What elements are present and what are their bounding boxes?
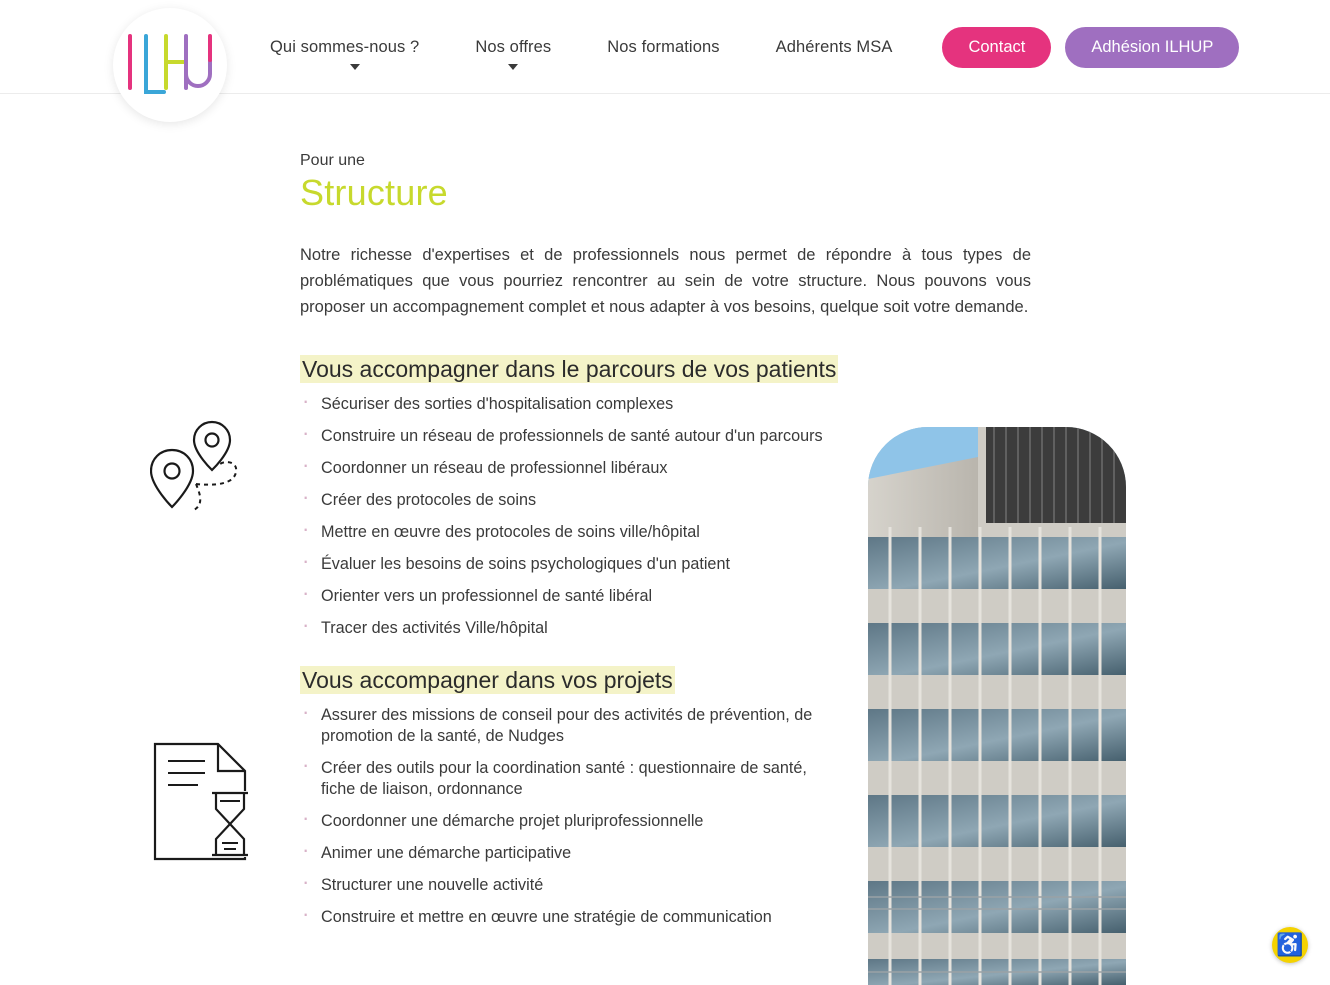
nav-item-qui-sommes-nous[interactable] xyxy=(262,38,447,57)
bullet-list-parcours xyxy=(300,394,845,639)
list-item: · Coordonner un réseau de professionnel libéraux xyxy=(300,458,845,479)
list-item: · Sécuriser des sorties d'hospitalisation complexes xyxy=(300,394,845,415)
list-item: · Mettre en œuvre des protocoles de soins ville/hôpital xyxy=(300,522,845,543)
page-title: Structure xyxy=(300,172,448,213)
list-item: · Créer des protocoles de soins xyxy=(300,490,845,511)
list-item: · Tracer des activités Ville/hôpital xyxy=(300,618,845,639)
ilhup-logo-icon xyxy=(122,30,218,100)
list-item: · Coordonner une démarche projet pluriprofessionnelle xyxy=(300,811,845,832)
bullet-list-projets xyxy=(300,705,845,928)
section-heading-parcours xyxy=(300,354,1040,384)
list-item: · Assurer des missions de conseil pour des activités de prévention, de promotion de la santé, de Nudges xyxy=(300,705,845,747)
page-eyebrow: Pour une xyxy=(300,152,365,169)
nav-item-label: Nos offres xyxy=(475,37,552,56)
section-heading-text: Vous accompagner dans vos projets xyxy=(302,667,673,693)
section-heading-text: Vous accompagner dans le parcours de vos patients xyxy=(302,356,837,382)
nav-item-label: Qui sommes-nous ? xyxy=(270,37,420,56)
nav-item-nos-formations[interactable] xyxy=(579,38,747,57)
document-hourglass-icon xyxy=(150,739,265,864)
nav-item-label: Nos formations xyxy=(607,37,720,56)
nav-item-adherents-msa[interactable] xyxy=(748,38,921,57)
list-item: · Construire et mettre en œuvre une stratégie de communication xyxy=(300,907,845,928)
nav-item-nos-offres[interactable] xyxy=(447,38,579,57)
chevron-down-icon xyxy=(350,64,360,70)
list-item: · Orienter vers un professionnel de santé libéral xyxy=(300,586,845,607)
chevron-down-icon xyxy=(508,64,518,70)
contact-button[interactable]: Contact xyxy=(942,27,1051,68)
list-item: · Construire un réseau de professionnels de santé autour d'un parcours xyxy=(300,426,845,447)
nav-item-label: Adhérents MSA xyxy=(775,37,893,56)
list-item: · Évaluer les besoins de soins psychologiques d'un patient xyxy=(300,554,845,575)
map-pin-route-icon xyxy=(150,416,270,531)
page-body xyxy=(0,94,1330,985)
list-item: · Créer des outils pour la coordination santé : questionnaire de santé, fiche de liaison, ordonnance xyxy=(300,758,845,800)
site-header xyxy=(0,0,1330,94)
intro-paragraph: Notre richesse d'expertises et de professionnels nous permet de répondre à tous types de problématiques que vous pourriez rencontrer au sein de votre structure. Nous pouvons vous proposer un accompagnement complet et nous adapter à vos besoins, quelque soit votre demande. xyxy=(300,246,1031,316)
building-photo xyxy=(868,427,1126,985)
list-item: · Animer une démarche participative xyxy=(300,843,845,864)
accessibility-widget-button[interactable] xyxy=(1272,927,1308,963)
main-navigation xyxy=(262,0,1239,94)
list-item: · Structurer une nouvelle activité xyxy=(300,875,845,896)
site-logo[interactable] xyxy=(113,8,227,122)
accessibility-icon: ♿ xyxy=(1276,932,1304,957)
adhesion-button[interactable]: Adhésion ILHUP xyxy=(1065,27,1239,68)
